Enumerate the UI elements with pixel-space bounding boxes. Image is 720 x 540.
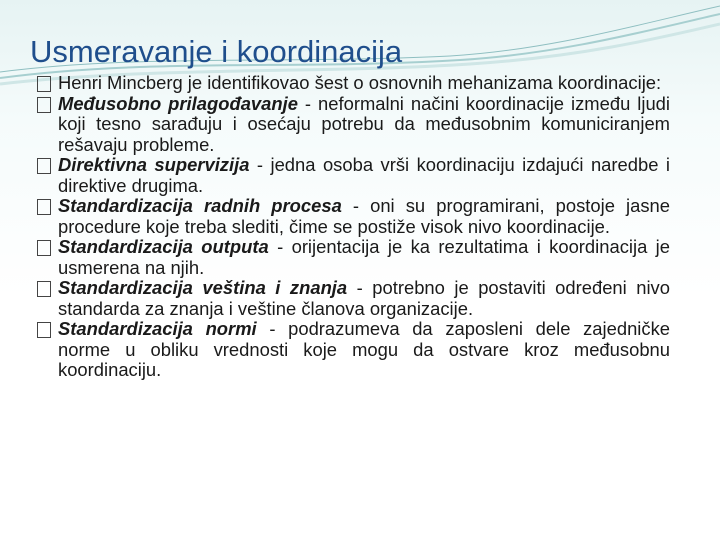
bullet-term: Standardizacija veština i znanja [58, 277, 348, 298]
bullet-text: Henri Mincberg je identifikovao šest o osnovnih mehanizama koordinacije: [58, 72, 662, 93]
bullet-term: Direktivna supervizija [58, 154, 250, 175]
bullet-text: - orijentacija je ka rezultatima i koordinacija je usmerena na njih. [58, 236, 670, 278]
bullet-text: - podrazumeva da zaposleni dele zajedničke norme u obliku vrednosti koje mogu da ostvare kroz međusobnu koordinaciju. [58, 318, 671, 380]
square-bullet-icon [37, 281, 51, 297]
bullet-item [36, 278, 670, 319]
bullet-text: - neformalni načini koordinacije između ljudi koji tesno sarađuju i osećaju potrebu da međusobnim komuniciranjem rešavaju probleme. [58, 92, 670, 155]
square-bullet-icon [37, 158, 51, 174]
square-bullet-icon [37, 76, 51, 92]
bullet-item [36, 237, 670, 278]
bullet-item [36, 73, 670, 94]
bullet-list [36, 73, 670, 381]
bullet-term: Standardizacija normi [58, 318, 257, 339]
square-bullet-icon [37, 240, 51, 256]
bullet-term: Standardizacija radnih procesa [58, 195, 342, 216]
square-bullet-icon [37, 199, 51, 215]
bullet-text: - potrebno je postaviti određeni nivo standarda za znanja i veštine članova organizacije. [58, 277, 670, 319]
bullet-item [36, 155, 670, 196]
bullet-term: Standardizacija outputa [58, 236, 269, 257]
bullet-text: - jedna osoba vrši koordinaciju izdajući naredbe i direktive drugima. [58, 154, 670, 196]
square-bullet-icon [37, 97, 51, 113]
bullet-item [36, 196, 670, 237]
square-bullet-icon [37, 322, 51, 338]
bullet-item [36, 319, 670, 381]
slide-title: Usmeravanje i koordinacija [30, 34, 403, 69]
bullet-term: Međusobno prilagođavanje [58, 92, 298, 114]
bullet-text: - oni su programirani, postoje jasne procedure koje treba slediti, čime se postiže visok nivo koordinacije. [58, 195, 670, 237]
bullet-item [36, 94, 670, 156]
